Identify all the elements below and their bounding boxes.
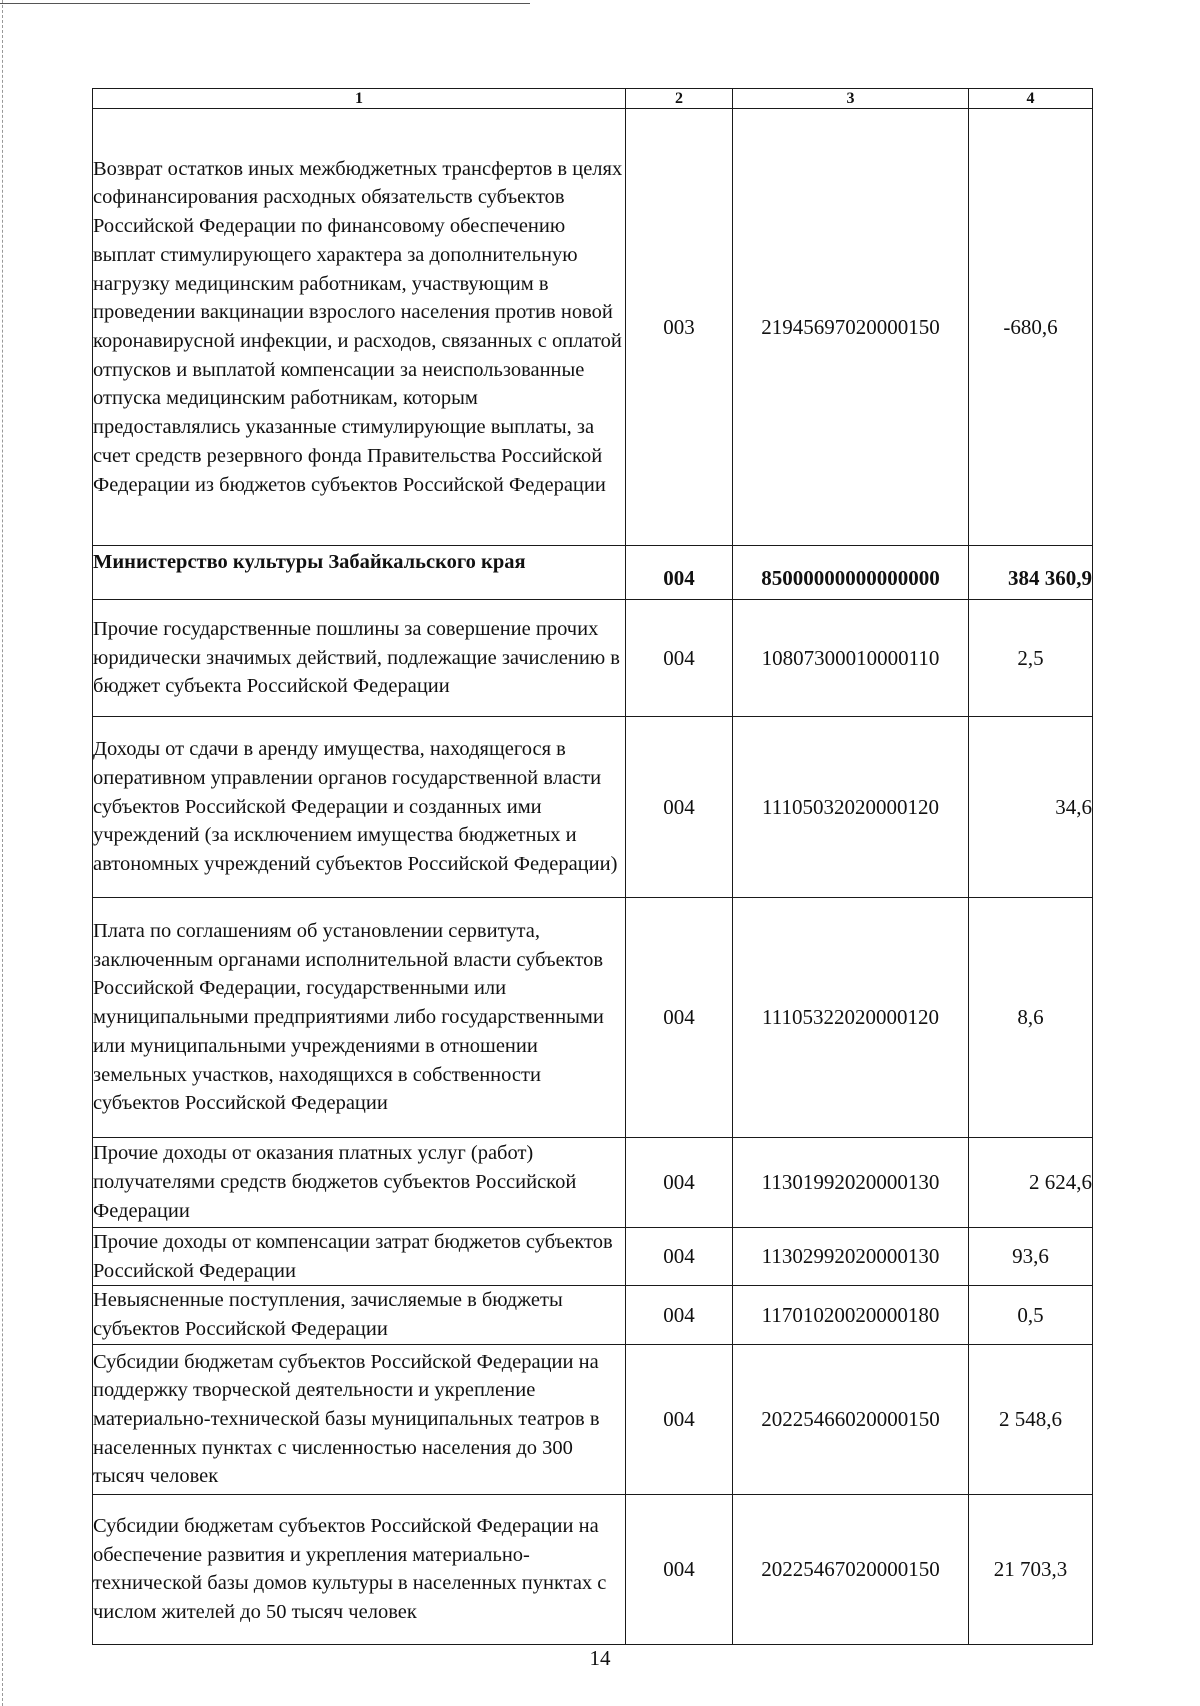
row-amount: 8,6 <box>969 898 1093 1138</box>
row-kbk-code: 11701020020000180 <box>733 1286 969 1344</box>
row-kbk-code: 85000000000000000 <box>733 546 969 600</box>
header-col-3: 3 <box>733 89 969 109</box>
table-row-section-header <box>93 546 1093 600</box>
header-col-2: 2 <box>626 89 733 109</box>
row-amount: 2 624,6 <box>969 1138 1093 1228</box>
row-description: Субсидии бюджетам субъектов Российской Федерации на обеспечение развития и укрепления материально-технической базы домов культуры в населенных пунктах с числом жителей до 50 тысяч человек <box>93 1494 626 1644</box>
row-kbk-code: 11302992020000130 <box>733 1228 969 1286</box>
row-admin-code: 004 <box>626 1138 733 1228</box>
row-description: Возврат остатков иных межбюджетных трансфертов в целях софинансирования расходных обязательств субъектов Российской Федерации по финансовому обеспечению выплат стимулирующего характера за дополнительную нагрузку медицинским работникам, участвующим в проведении вакцинации взрослого населения против новой коронавирусной инфекции, и расходов, связанных с оплатой отпусков и выплатой компенсации за неиспользованные отпуска медицинским работникам, которым предоставлялись указанные стимулирующие выплаты, за счет средств резервного фонда Правительства Российской Федерации из бюджетов субъектов Российской Федерации <box>93 109 626 546</box>
row-admin-code: 004 <box>626 600 733 717</box>
table-row <box>93 717 1093 898</box>
row-kbk-code: 20225467020000150 <box>733 1494 969 1644</box>
revenue-table <box>92 88 1093 1645</box>
row-description: Доходы от сдачи в аренду имущества, находящегося в оперативном управлении органов государственной власти субъектов Российской Федерации и созданных ими учреждений (за исключением имущества бюджетных и автономных учреждений субъектов Российской Федерации) <box>93 717 626 898</box>
table-row <box>93 898 1093 1138</box>
row-admin-code: 004 <box>626 1228 733 1286</box>
row-amount: -680,6 <box>969 109 1093 546</box>
row-description: Прочие государственные пошлины за совершение прочих юридически значимых действий, подлежащие зачислению в бюджет субъекта Российской Федерации <box>93 600 626 717</box>
row-amount: 2 548,6 <box>969 1344 1093 1494</box>
row-kbk-code: 10807300010000110 <box>733 600 969 717</box>
row-admin-code: 004 <box>626 717 733 898</box>
row-description: Прочие доходы от оказания платных услуг (работ) получателями средств бюджетов субъектов Российской Федерации <box>93 1138 626 1228</box>
row-amount: 384 360,9 <box>969 546 1093 600</box>
table-row <box>93 600 1093 717</box>
row-admin-code: 004 <box>626 1286 733 1344</box>
row-amount: 21 703,3 <box>969 1494 1093 1644</box>
row-description: Субсидии бюджетам субъектов Российской Федерации на поддержку творческой деятельности и укрепление материально-технической базы муниципальных театров в населенных пунктах с численностью населения до 300 тысяч человек <box>93 1344 626 1494</box>
table-row <box>93 109 1093 546</box>
row-admin-code: 004 <box>626 1344 733 1494</box>
page-edge-mark <box>2 0 3 1706</box>
row-description: Министерство культуры Забайкальского края <box>93 546 626 600</box>
row-kbk-code: 11105032020000120 <box>733 717 969 898</box>
table-row <box>93 1138 1093 1228</box>
row-kbk-code: 21945697020000150 <box>733 109 969 546</box>
table-header-row <box>93 89 1093 109</box>
row-admin-code: 003 <box>626 109 733 546</box>
row-amount: 2,5 <box>969 600 1093 717</box>
row-amount: 34,6 <box>969 717 1093 898</box>
row-kbk-code: 11105322020000120 <box>733 898 969 1138</box>
header-col-1: 1 <box>93 89 626 109</box>
row-admin-code: 004 <box>626 546 733 600</box>
row-kbk-code: 20225466020000150 <box>733 1344 969 1494</box>
row-description: Невыясненные поступления, зачисляемые в бюджеты субъектов Российской Федерации <box>93 1286 626 1344</box>
row-amount: 0,5 <box>969 1286 1093 1344</box>
top-rule <box>0 3 530 4</box>
page-number: 14 <box>589 1646 611 1670</box>
header-col-4: 4 <box>969 89 1093 109</box>
table-row <box>93 1344 1093 1494</box>
row-description: Прочие доходы от компенсации затрат бюджетов субъектов Российской Федерации <box>93 1228 626 1286</box>
row-amount: 93,6 <box>969 1228 1093 1286</box>
row-admin-code: 004 <box>626 1494 733 1644</box>
table-row <box>93 1494 1093 1644</box>
row-kbk-code: 11301992020000130 <box>733 1138 969 1228</box>
row-description: Плата по соглашениям об установлении сервитута, заключенным органами исполнительной власти субъектов Российской Федерации, государственными или муниципальными предприятиями либо государственными или муниципальными учреждениями в отношении земельных участков, находящихся в собственности субъектов Российской Федерации <box>93 898 626 1138</box>
table-row <box>93 1286 1093 1344</box>
row-admin-code: 004 <box>626 898 733 1138</box>
table-row <box>93 1228 1093 1286</box>
